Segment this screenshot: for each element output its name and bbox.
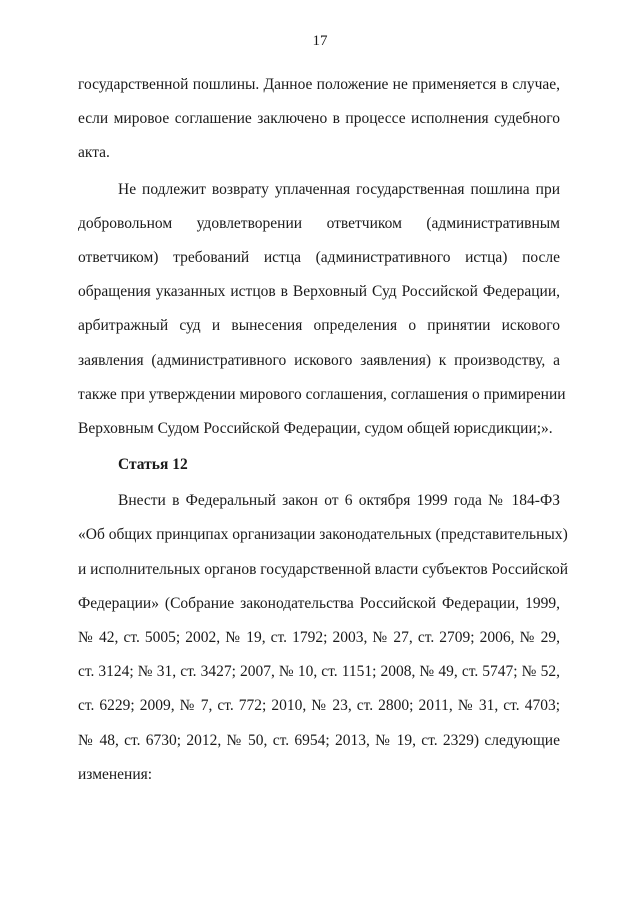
- paragraph-2: [78, 173, 566, 447]
- text-line: и исполнительных органов государственной власти субъектов Российской: [78, 560, 569, 578]
- text-line: также при утверждении мирового соглашения, соглашения о примирении: [78, 385, 566, 403]
- text-line: ответчиком) требований истца (административного истца) после: [78, 248, 560, 266]
- text-line: добровольном удовлетворении ответчиком (административным: [78, 214, 560, 232]
- text-line: акта.: [78, 144, 110, 162]
- text-line: обращения указанных истцов в Верховный Суд Российской Федерации,: [78, 283, 560, 301]
- paragraph-3: [78, 484, 569, 792]
- document-body: [78, 68, 569, 792]
- text-line: Верховным Судом Российской Федерации, судом общей юрисдикции;».: [78, 419, 553, 437]
- text-line: государственной пошлины. Данное положение не применяется в случае,: [78, 76, 560, 93]
- page-number: 17: [312, 33, 328, 49]
- text-line: Федерации» (Собрание законодательства Российской Федерации, 1999,: [78, 594, 560, 612]
- paragraph-1: [78, 68, 560, 171]
- text-line: изменения:: [78, 765, 153, 783]
- article-heading: Статья 12: [118, 456, 188, 474]
- text-line: Внести в Федеральный закон от 6 октября 1999 года № 184-ФЗ: [118, 492, 560, 510]
- text-line: арбитражный суд и вынесения определения о принятии искового: [78, 317, 560, 335]
- text-line: Не подлежит возврату уплаченная государственная пошлина при: [118, 180, 560, 198]
- text-line: ст. 6229; 2009, № 7, ст. 772; 2010, № 23, ст. 2800; 2011, № 31, ст. 4703;: [78, 697, 560, 715]
- text-line: № 48, ст. 6730; 2012, № 50, ст. 6954; 2013, № 19, ст. 2329) следующие: [78, 731, 560, 749]
- text-line: «Об общих принципах организации законодательных (представительных): [78, 526, 568, 544]
- text-line: если мировое соглашение заключено в процессе исполнения судебного: [78, 110, 560, 128]
- text-line: ст. 3124; № 31, ст. 3427; 2007, № 10, ст. 1151; 2008, № 49, ст. 5747; № 52,: [78, 663, 560, 681]
- text-line: заявления (административного искового заявления) к производству, а: [78, 351, 560, 369]
- text-line: № 42, ст. 5005; 2002, № 19, ст. 1792; 2003, № 27, ст. 2709; 2006, № 29,: [78, 629, 560, 646]
